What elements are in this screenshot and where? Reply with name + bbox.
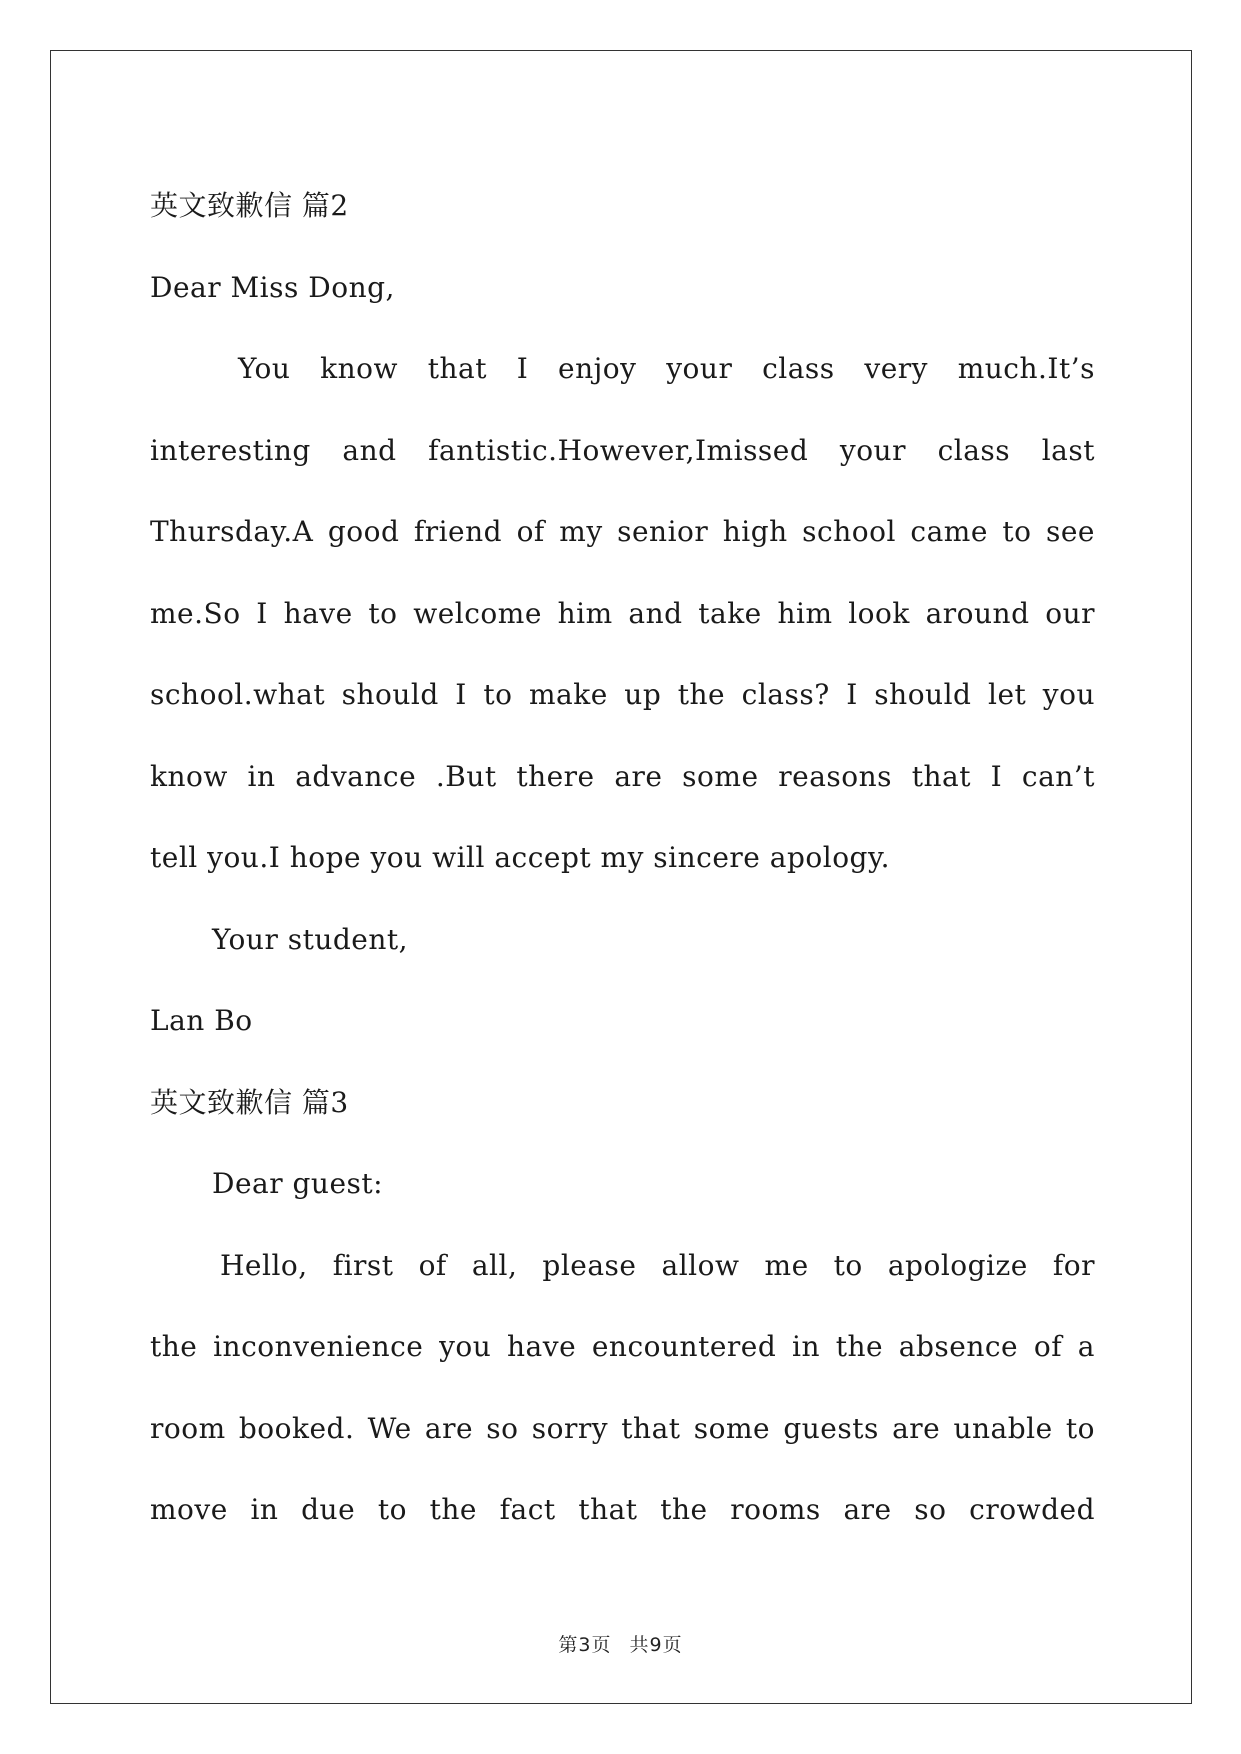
- paragraph-line: know in advance .But there are some reasons that I can’t: [150, 759, 1095, 793]
- paragraph-line: Hello, first of all, please allow me to apologize for: [220, 1248, 1095, 1282]
- paragraph-line: interesting and fantistic.However,Imissed your class last: [150, 433, 1095, 467]
- closing-line: Your student,: [212, 922, 409, 956]
- paragraph-line: move in due to the fact that the rooms are so crowded: [150, 1493, 1095, 1526]
- paragraph-line: You know that I enjoy your class very much.It’s: [238, 352, 1095, 385]
- section-heading-2: 英文致歉信 篇2: [150, 189, 349, 222]
- paragraph-line: tell you.I hope you will accept my sincere apology.: [150, 841, 890, 874]
- page-footer: [0, 1630, 1241, 1657]
- salutation-line: Dear guest:: [212, 1167, 384, 1200]
- paragraph-line: me.So I have to welcome him and take him look around our: [150, 596, 1095, 630]
- paragraph-line: room booked. We are so sorry that some guests are unable to: [150, 1411, 1095, 1445]
- document-body: [150, 165, 1095, 1551]
- salutation-line: Dear Miss Dong,: [150, 270, 395, 304]
- paragraph-line: school.what should I to make up the class? I should let you: [150, 678, 1095, 711]
- signature-line: Lan Bo: [150, 1004, 253, 1037]
- paragraph-line: the inconvenience you have encountered in the absence of a: [150, 1330, 1095, 1363]
- paragraph-line: Thursday.A good friend of my senior high school came to see: [150, 515, 1095, 548]
- page-total: 共9页: [629, 1634, 683, 1656]
- page-number: 第3页: [558, 1634, 612, 1656]
- section-heading-3: 英文致歉信 篇3: [150, 1085, 349, 1119]
